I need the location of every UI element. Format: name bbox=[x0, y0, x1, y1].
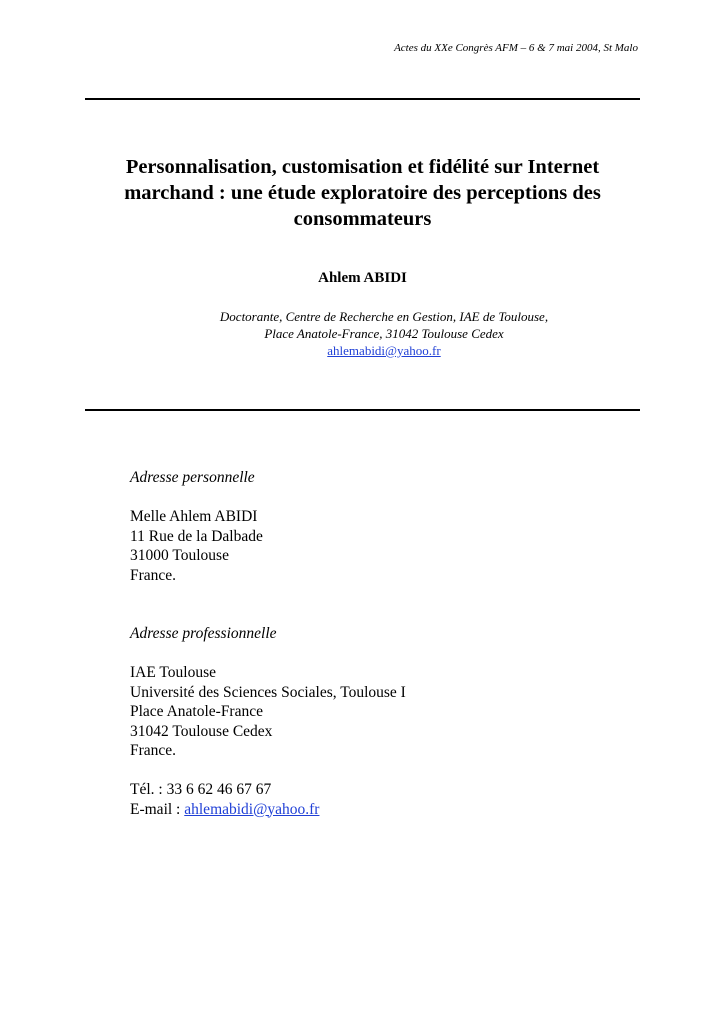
address-line: Place Anatole-France bbox=[130, 703, 263, 720]
affiliation-line: Place Anatole-France, 31042 Toulouse Cedex bbox=[264, 326, 504, 341]
email-line bbox=[130, 800, 406, 820]
address-line: 31000 Toulouse bbox=[130, 547, 229, 564]
spacer bbox=[130, 644, 406, 664]
personal-address-heading: Adresse personnelle bbox=[130, 469, 255, 486]
address-line: IAE Toulouse bbox=[130, 664, 217, 681]
professional-address-heading: Adresse professionnelle bbox=[130, 625, 277, 642]
bottom-rule bbox=[85, 409, 640, 411]
email-label: E-mail : bbox=[130, 800, 185, 818]
affiliation-line: Doctorante, Centre de Recherche en Gestion, IAE de Toulouse, bbox=[219, 309, 549, 324]
author-affiliation bbox=[85, 308, 683, 359]
personal-address-block bbox=[130, 468, 263, 585]
address-line: Melle Ahlem ABIDI bbox=[130, 508, 258, 525]
phone-line: Tél. : 33 6 62 46 67 67 bbox=[130, 781, 272, 798]
author-email-link[interactable]: ahlemabidi@yahoo.fr bbox=[327, 343, 441, 358]
title-line: marchand : une étude exploratoire des perceptions des bbox=[124, 182, 601, 204]
spacer bbox=[130, 488, 263, 508]
title-line: Personnalisation, customisation et fidélité sur Internet bbox=[125, 156, 600, 178]
professional-address-block bbox=[130, 624, 406, 819]
title-line: consommateurs bbox=[293, 208, 432, 230]
running-header: Actes du XXe Congrès AFM – 6 & 7 mai 2004, St Malo bbox=[394, 42, 638, 54]
address-line: 31042 Toulouse Cedex bbox=[130, 722, 273, 740]
address-line: France. bbox=[130, 566, 177, 584]
address-line: France. bbox=[130, 742, 177, 759]
top-rule bbox=[85, 98, 640, 100]
address-line: 11 Rue de la Dalbade bbox=[130, 527, 263, 545]
address-line: Université des Sciences Sociales, Toulouse I bbox=[130, 683, 406, 701]
spacer bbox=[130, 761, 406, 781]
paper-title bbox=[85, 154, 640, 232]
author-name: Ahlem ABIDI bbox=[318, 270, 407, 286]
contact-email-link[interactable]: ahlemabidi@yahoo.fr bbox=[184, 800, 320, 818]
